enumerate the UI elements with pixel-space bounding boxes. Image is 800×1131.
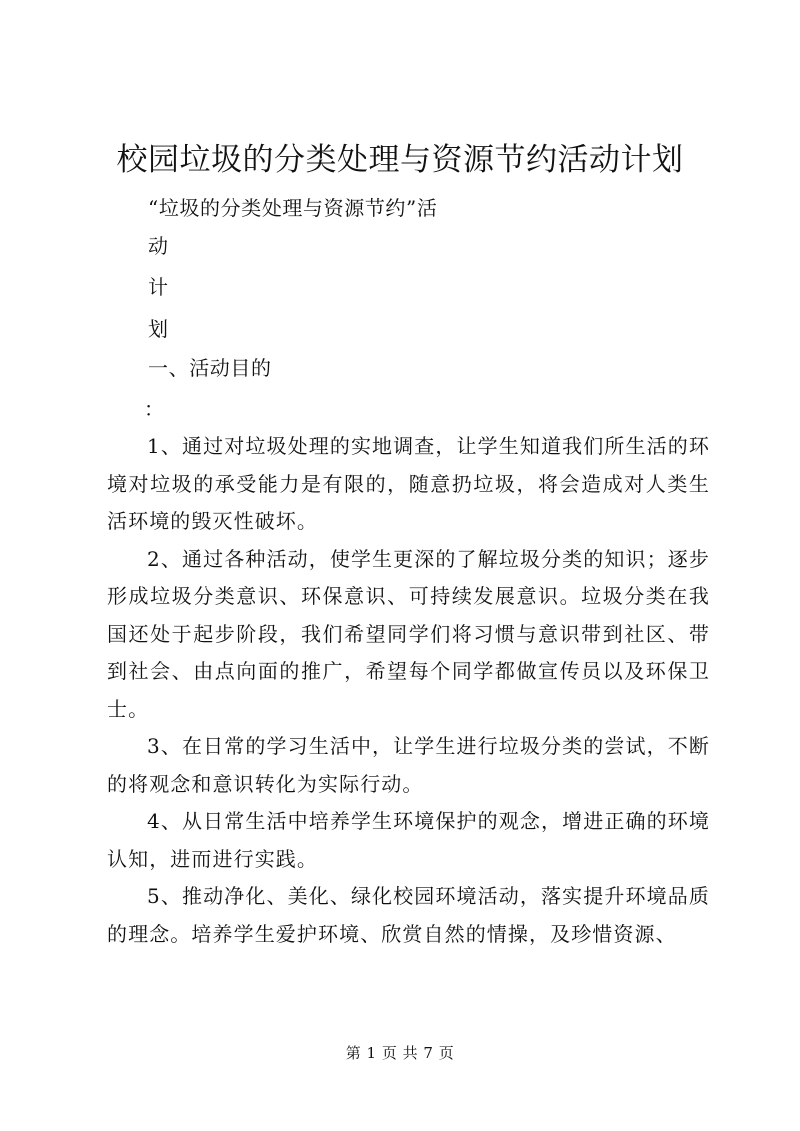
subtitle-line: “垃圾的分类处理与资源节约”活 — [148, 196, 438, 220]
vertical-char-2: 计 — [148, 275, 169, 299]
paragraph-4: 4、从日常生活中培养学生环境保护的观念，增进正确的环境认知，进而进行实践。 — [107, 809, 710, 871]
paragraph-3: 3、在日常的学习生活中，让学生进行垃圾分类的尝试，不断的将观念和意识转化为实际行动。 — [107, 734, 710, 796]
section-heading: 一、活动目的 — [148, 356, 272, 380]
paragraph-2: 2、通过各种活动，使学生更深的了解垃圾分类的知识；逐步形成垃圾分类意识、环保意识、可持续发展意识。垃圾分类在我国还处于起步阶段，我们希望同学们将习惯与意识带到社区、带到社会、由点向面的推广，希望每个同学都做宣传员以及环保卫士。 — [107, 546, 710, 721]
colon-mark: ： — [144, 397, 165, 421]
body-paragraphs — [107, 428, 710, 953]
vertical-char-3: 划 — [148, 317, 169, 341]
paragraph-5: 5、推动净化、美化、绿化校园环境活动，落实提升环境品质的理念。培养学生爱护环境、欣赏自然的情操，及珍惜资源、 — [107, 884, 710, 946]
vertical-char-1: 动 — [148, 234, 169, 258]
document-title: 校园垃圾的分类处理与资源节约活动计划 — [116, 142, 684, 178]
page-footer: 第 1 页 共 7 页 — [345, 1044, 455, 1062]
paragraph-1: 1、通过对垃圾处理的实地调查，让学生知道我们所生活的环境对垃圾的承受能力是有限的，随意扔垃圾，将会造成对人类生活环境的毁灭性破坏。 — [107, 434, 710, 533]
